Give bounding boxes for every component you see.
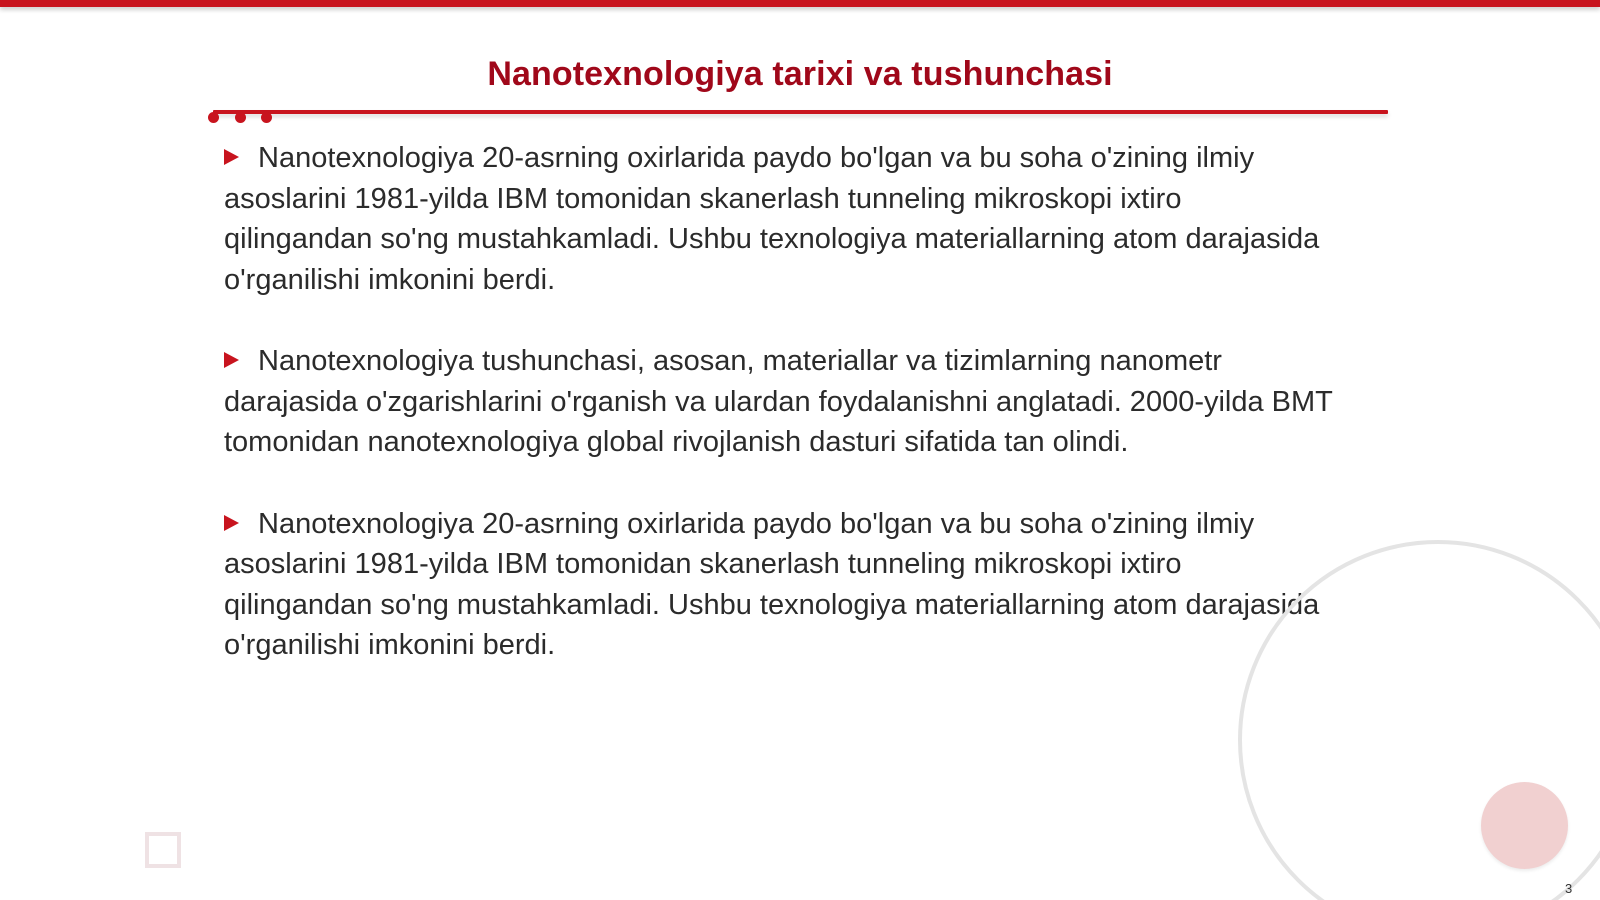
page-number: 3 <box>1565 881 1573 896</box>
triangle-right-bullet-icon <box>224 515 239 531</box>
underline-dot-2 <box>235 112 246 123</box>
triangle-right-bullet-icon <box>224 352 239 368</box>
bullet-item <box>224 504 1334 666</box>
bullet-item <box>224 341 1334 463</box>
decorative-square <box>145 832 181 868</box>
slide-title: Nanotexnologiya tarixi va tushunchasi <box>487 55 1113 93</box>
bullet-text: Nanotexnologiya 20-asrning oxirlarida paydo bo'lgan va bu soha o'zining ilmiy asoslarini 1981-yilda IBM tomonidan skanerlash tunneling mikroskopi ixtiro qilingandan so'ng mustahkamladi. Ushbu texnologiya materiallarning atom darajasida o'rganilishi imkonini berdi. <box>224 507 1320 661</box>
underline-dot-3 <box>261 112 272 123</box>
underline-dot-1 <box>208 112 219 123</box>
decorative-pink-dot <box>1481 782 1568 869</box>
title-underline <box>213 110 1388 114</box>
top-accent-bar <box>0 0 1600 7</box>
bullet-text: Nanotexnologiya tushunchasi, asosan, materiallar va tizimlarning nanometr darajasida o'zgarishlarini o'rganish va ulardan foydalanishni anglatadi. 2000-yilda BMT tomonidan nanotexnologiya global rivojlanish dasturi sifatida tan olindi. <box>224 345 1333 458</box>
bullet-text: Nanotexnologiya 20-asrning oxirlarida paydo bo'lgan va bu soha o'zining ilmiy asoslarini 1981-yilda IBM tomonidan skanerlash tunneling mikroskopi ixtiro qilingandan so'ng mustahkamladi. Ushbu texnologiya materiallarning atom darajasida o'rganilishi imkonini berdi. <box>224 142 1320 296</box>
bullet-list <box>224 138 1334 707</box>
bullet-item <box>224 138 1334 300</box>
triangle-right-bullet-icon <box>224 149 239 165</box>
